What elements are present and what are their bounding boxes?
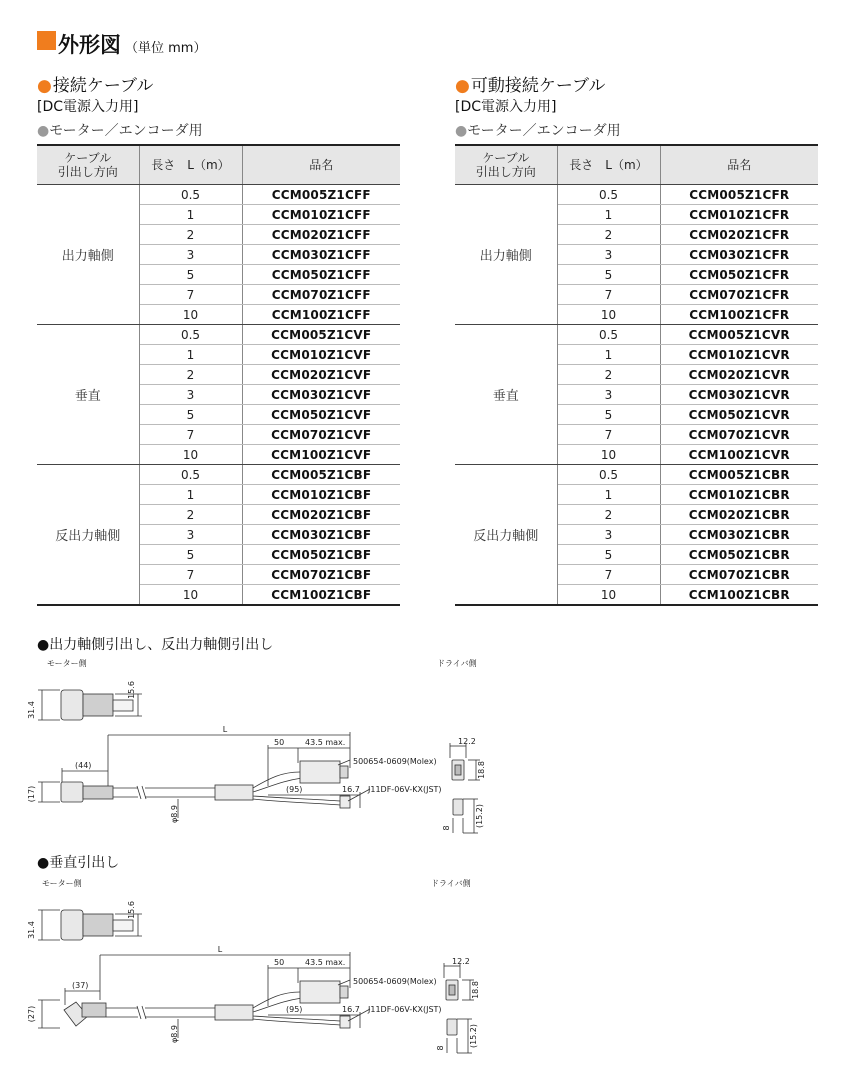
dim-43-5: 43.5 max. [305, 958, 346, 967]
part-number-cell: CCM100Z1CBF [242, 585, 400, 606]
dim-17: (17) [27, 785, 36, 803]
part-number-cell: CCM070Z1CFR [660, 285, 818, 305]
part-number-cell: CCM005Z1CFF [242, 185, 400, 205]
jst-part-label: J11DF-06V-KX(JST) [368, 785, 442, 794]
col-header-direction-text: ケーブル 引出し方向 [57, 151, 118, 179]
length-cell: 0.5 [139, 325, 242, 345]
jst-connector [340, 1016, 350, 1028]
cable-stub-top [113, 700, 133, 711]
section-subtitle-motor-encoder [37, 120, 203, 140]
jst-part-label: J11DF-06V-KX(JST) [368, 1005, 442, 1014]
table-row [37, 185, 400, 205]
drawing-title-axial: ●出力軸側引出し、反出力軸側引出し [37, 637, 274, 653]
length-cell: 0.5 [139, 465, 242, 485]
part-number-cell: CCM030Z1CVF [242, 385, 400, 405]
motor-side-label: モーター側 [47, 659, 87, 668]
length-cell: 5 [557, 545, 660, 565]
part-number-cell: CCM005Z1CBF [242, 465, 400, 485]
dim-12-2: 12.2 [458, 737, 476, 746]
cable-junction [215, 785, 253, 800]
part-number-cell: CCM050Z1CFR [660, 265, 818, 285]
subtitle2-text: モーター／エンコーダ用 [49, 123, 203, 139]
length-cell: 1 [139, 345, 242, 365]
part-number-cell: CCM070Z1CFF [242, 285, 400, 305]
part-number-cell: CCM030Z1CBF [242, 525, 400, 545]
dim-31-4: 31.4 [27, 921, 36, 939]
unit-label: （単位 mm） [125, 41, 207, 56]
direction-cell: 反出力軸側 [455, 465, 557, 606]
header-accent-block [37, 31, 56, 50]
cable-table-movable [455, 144, 818, 606]
orange-dot-icon: ● [455, 76, 470, 96]
dim-18-8: 18.8 [471, 981, 480, 999]
drawing-title-vertical: ●垂直引出し [37, 855, 120, 871]
motor-connector-top [61, 690, 83, 720]
drawing-vertical-svg [20, 888, 500, 1068]
length-cell: 3 [557, 245, 660, 265]
part-number-cell: CCM030Z1CFR [660, 245, 818, 265]
dim-8: 8 [436, 1045, 445, 1051]
part-number-cell: CCM005Z1CFR [660, 185, 818, 205]
length-cell: 3 [557, 525, 660, 545]
direction-cell: 垂直 [37, 325, 139, 465]
part-number-cell: CCM050Z1CBF [242, 545, 400, 565]
length-cell: 0.5 [557, 325, 660, 345]
part-number-cell: CCM020Z1CBR [660, 505, 818, 525]
dim-15-2: (15.2) [469, 1023, 478, 1049]
length-cell: 10 [139, 305, 242, 325]
jst-end-view [447, 1019, 457, 1035]
part-number-cell: CCM010Z1CFF [242, 205, 400, 225]
table-row [37, 325, 400, 345]
section-title-movable-cable [455, 71, 605, 96]
length-cell: 3 [139, 525, 242, 545]
dim-16-7: 16.7 [342, 1005, 360, 1014]
length-cell: 5 [557, 405, 660, 425]
part-number-cell: CCM010Z1CVR [660, 345, 818, 365]
dim-phi-8-9: φ8.9 [170, 805, 179, 823]
dim-15-6: 15.6 [127, 901, 136, 919]
length-cell: 5 [139, 265, 242, 285]
length-cell: 10 [139, 585, 242, 606]
subtitle2-text: モーター／エンコーダ用 [467, 123, 621, 139]
length-cell: 7 [557, 425, 660, 445]
part-number-cell: CCM100Z1CVF [242, 445, 400, 465]
length-cell: 2 [139, 505, 242, 525]
length-cell: 2 [139, 225, 242, 245]
driver-side-label: ドライバ側 [431, 879, 471, 888]
molex-connector [300, 761, 340, 783]
col-header-direction [37, 145, 139, 185]
table-row [37, 465, 400, 485]
length-cell: 5 [139, 405, 242, 425]
length-cell: 10 [557, 585, 660, 606]
col-header-length: 長さ L（m） [139, 145, 242, 185]
drawing-axial-svg [20, 668, 500, 848]
length-cell: 10 [139, 445, 242, 465]
part-number-cell: CCM030Z1CFF [242, 245, 400, 265]
dim-L: L [217, 945, 223, 954]
col-header-part: 品名 [660, 145, 818, 185]
dim-95: (95) [286, 1005, 303, 1014]
direction-cell: 反出力軸側 [37, 465, 139, 606]
length-cell: 10 [557, 305, 660, 325]
dim-37: (37) [72, 981, 89, 990]
direction-cell: 出力軸側 [455, 185, 557, 325]
part-number-cell: CCM020Z1CVR [660, 365, 818, 385]
dim-31-4: 31.4 [27, 701, 36, 719]
driver-side-label: ドライバ側 [437, 659, 477, 668]
gray-dot-icon: ● [455, 123, 468, 139]
part-number-cell: CCM030Z1CBR [660, 525, 818, 545]
part-number-cell: CCM070Z1CVR [660, 425, 818, 445]
length-cell: 5 [557, 265, 660, 285]
motor-side-label: モーター側 [42, 879, 82, 888]
molex-part-label: 500654-0609(Molex) [353, 977, 437, 986]
part-number-cell: CCM050Z1CVR [660, 405, 818, 425]
dim-27: (27) [27, 1005, 36, 1023]
length-cell: 2 [139, 365, 242, 385]
jst-connector [340, 796, 350, 808]
part-number-cell: CCM010Z1CBR [660, 485, 818, 505]
part-number-cell: CCM050Z1CVF [242, 405, 400, 425]
direction-cell: 垂直 [455, 325, 557, 465]
length-cell: 2 [557, 225, 660, 245]
part-number-cell: CCM070Z1CVF [242, 425, 400, 445]
part-number-cell: CCM070Z1CBF [242, 565, 400, 585]
length-cell: 1 [139, 485, 242, 505]
dim-16-7: 16.7 [342, 785, 360, 794]
table-row [455, 325, 818, 345]
part-number-cell: CCM050Z1CFF [242, 265, 400, 285]
length-cell: 3 [139, 245, 242, 265]
page-title-text: 外形図 [58, 33, 121, 57]
section-subtitle-dc: [DC電源入力用] [455, 99, 557, 115]
part-number-cell: CCM070Z1CBR [660, 565, 818, 585]
length-cell: 3 [139, 385, 242, 405]
col-header-part: 品名 [242, 145, 400, 185]
part-number-cell: CCM100Z1CFR [660, 305, 818, 325]
section-subtitle-dc: [DC電源入力用] [37, 99, 139, 115]
connector-strain-relief-top [83, 694, 113, 716]
motor-connector-side [61, 782, 83, 802]
part-number-cell: CCM005Z1CVR [660, 325, 818, 345]
part-number-cell: CCM010Z1CFR [660, 205, 818, 225]
section-title-text: 接続ケーブル [52, 76, 154, 96]
part-number-cell: CCM010Z1CBF [242, 485, 400, 505]
length-cell: 1 [557, 205, 660, 225]
dim-phi-8-9: φ8.9 [170, 1025, 179, 1043]
orange-dot-icon: ● [37, 76, 52, 96]
dim-43-5: 43.5 max. [305, 738, 346, 747]
length-cell: 5 [139, 545, 242, 565]
section-subtitle-motor-encoder [455, 120, 621, 140]
col-header-direction-text: ケーブル 引出し方向 [475, 151, 536, 179]
col-header-length: 長さ L（m） [557, 145, 660, 185]
motor-connector-top [61, 910, 83, 940]
section-title-text: 可動接続ケーブル [470, 76, 606, 96]
direction-cell: 出力軸側 [37, 185, 139, 325]
part-number-cell: CCM100Z1CFF [242, 305, 400, 325]
dim-15-6: 15.6 [127, 681, 136, 699]
gray-dot-icon: ● [37, 123, 50, 139]
length-cell: 7 [139, 565, 242, 585]
cable-table-connection [37, 144, 400, 606]
part-number-cell: CCM010Z1CVF [242, 345, 400, 365]
length-cell: 1 [139, 205, 242, 225]
part-number-cell: CCM100Z1CBR [660, 585, 818, 606]
page-title [58, 29, 206, 59]
col-header-direction [455, 145, 557, 185]
length-cell: 0.5 [557, 465, 660, 485]
length-cell: 10 [557, 445, 660, 465]
part-number-cell: CCM005Z1CVF [242, 325, 400, 345]
dim-44: (44) [75, 761, 92, 770]
jst-end-view [453, 799, 463, 815]
length-cell: 7 [139, 285, 242, 305]
dim-50: 50 [274, 958, 285, 967]
table-row [455, 465, 818, 485]
part-number-cell: CCM020Z1CVF [242, 365, 400, 385]
part-number-cell: CCM030Z1CVR [660, 385, 818, 405]
dim-18-8: 18.8 [477, 761, 486, 779]
length-cell: 1 [557, 345, 660, 365]
dim-15-2: (15.2) [475, 803, 484, 829]
length-cell: 2 [557, 365, 660, 385]
part-number-cell: CCM020Z1CFF [242, 225, 400, 245]
dim-50: 50 [274, 738, 285, 747]
dim-12-2: 12.2 [452, 957, 470, 966]
length-cell: 1 [557, 485, 660, 505]
dim-8: 8 [442, 825, 451, 831]
molex-connector [300, 981, 340, 1003]
length-cell: 7 [557, 565, 660, 585]
part-number-cell: CCM100Z1CVR [660, 445, 818, 465]
molex-part-label: 500654-0609(Molex) [353, 757, 437, 766]
section-title-connection-cable [37, 71, 153, 96]
part-number-cell: CCM005Z1CBR [660, 465, 818, 485]
table-row [455, 185, 818, 205]
part-number-cell: CCM020Z1CFR [660, 225, 818, 245]
length-cell: 3 [557, 385, 660, 405]
length-cell: 0.5 [557, 185, 660, 205]
part-number-cell: CCM020Z1CBF [242, 505, 400, 525]
length-cell: 2 [557, 505, 660, 525]
length-cell: 7 [139, 425, 242, 445]
length-cell: 7 [557, 285, 660, 305]
dim-95: (95) [286, 785, 303, 794]
part-number-cell: CCM050Z1CBR [660, 545, 818, 565]
dim-L: L [222, 725, 228, 734]
length-cell: 0.5 [139, 185, 242, 205]
